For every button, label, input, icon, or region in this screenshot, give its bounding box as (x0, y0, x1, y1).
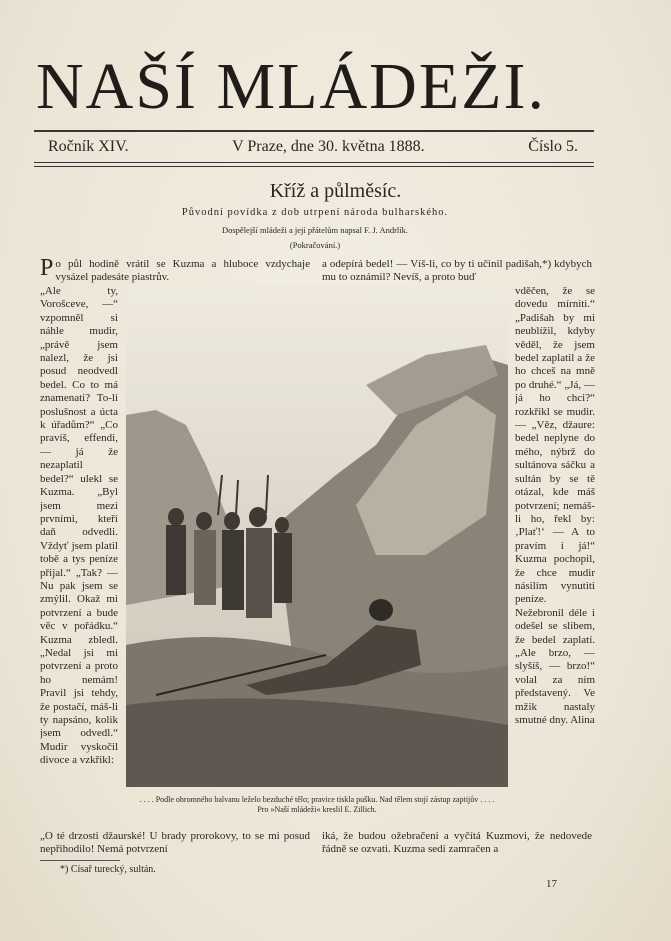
masthead-rule-bottom-2 (34, 166, 594, 167)
page-number: 17 (546, 878, 557, 890)
masthead-rule-top (34, 130, 594, 132)
soldier-head (249, 507, 267, 527)
volume-label: Ročník XIV. (48, 138, 129, 155)
article-dedication: Dospělejší mládeži a její přátelům napsal F. J. Andrlík. (221, 225, 409, 235)
masthead-title: NAŠÍ MLÁDEŽI. (36, 50, 546, 123)
soldier-body (274, 533, 292, 603)
right-column-text: vděčen, že se dovedu mírniti.“ „Padišah by mi neublížil, kdyby věděl, že jsem bedel zaplatil a že ho chceš na mně po druhé.“ „Já, — já ho chci?“ rozkřikl se mudir. — „Věz, džaure: bedel neplyne do mého, nýbrž do sultánova sáčku a sultán by se tě otázal, kde máš potvrzení; nemáš-li ho, řekl by: ‚Plať!‘ — A to pravím i já!“ Kuzma pochopil, že chce mudir násilím vynutiti peníze. Nežebronil déle i odešel se slibem, že bedel zaplatí. „Ale brzo, — slyšíš, — brzo!“ volal za ním představený. Ve mžik nastaly smutné dny. Alina (515, 285, 595, 726)
bottom-right-text: iká, že budou ožebračeni a vyčítá Kuzmovi, že nedovede řádně se ozvati. Kuzma sedí zamračen a (322, 830, 592, 856)
intro-right-text: a odepírá bedel! — Víš-li, co by ti učinil padišah,*) kdybych mu to oznámil? Nevíš, a proto buď (322, 258, 592, 284)
soldier-body (222, 530, 244, 610)
soldier-body (246, 528, 272, 618)
fallen-man-head (369, 599, 393, 621)
caption-line-1: . . . . Podle ohromného balvanu leželo bezduché tělo; pravice tiskla pušku. Nad tělem stojí zástup zaptijův . . . . (139, 795, 495, 804)
issue-number: Číslo 5. (528, 138, 578, 155)
article-title: Kříž a půlměsíc. (269, 180, 402, 202)
soldier-head (275, 517, 289, 533)
left-column-text: „Ale ty, Vorošceve, —“ vzpomněl si náhle mudir, „právě jsem nalezl, že jsi posud neodvedl bedel. Co to má znamenati? To-li poslušnost a úcta k úřadům?“ „Co pravíš, effendi, — já že nezaplatil bedel?“ ulekl se Kuzma. „Byl jsem mezi prvními, kteří daň odvedli. Vždyť jsem platil tobě a tys peníze přijal.“ „Tak? — Nu pak jsem se zmýlil. Okaž mi potvrzení a bude věc v pořádku.“ Kuzma zbledl. „Nedal jsi mi potvrzení a proto ho nemám! Pravil jsi tehdy, že postačí, máš-li ty napsáno, kolik jsem odvedl.“ Mudir vyskočil divoce a vzkřikl: (40, 285, 118, 767)
soldier-head (224, 512, 240, 530)
dropcap: P (40, 258, 54, 281)
soldier-head (168, 508, 184, 526)
soldier-body (166, 525, 186, 595)
soldier-head (196, 512, 212, 530)
masthead-rule-bottom (34, 162, 594, 163)
continued-note: (Pokračování.) (289, 240, 341, 250)
article-subtitle: Původní povídka z dob utrpení národa bulharského. (181, 207, 449, 218)
soldier-body (194, 530, 216, 605)
footnote: *) Císař turecký, sultán. (60, 864, 156, 875)
illustration-engraving (126, 285, 508, 787)
footnote-rule (40, 860, 120, 861)
caption-line-2: Pro »Naší mládeži« kreslil E. Zillich. (257, 805, 377, 814)
intro-left-text (40, 258, 310, 284)
illustration-caption (126, 795, 508, 815)
intro-left-body: o půl hodině vrátil se Kuzma a hluboce vzdychaje vysázel padesáte piastrův. (55, 258, 310, 284)
place-date: V Praze, dne 30. května 1888. (232, 138, 425, 155)
bottom-left-text: „O té drzosti džaurské! U brady prorokovy, to se mi posud nepřihodilo! Nemá potvrzení (40, 830, 310, 856)
issue-line (48, 138, 578, 156)
